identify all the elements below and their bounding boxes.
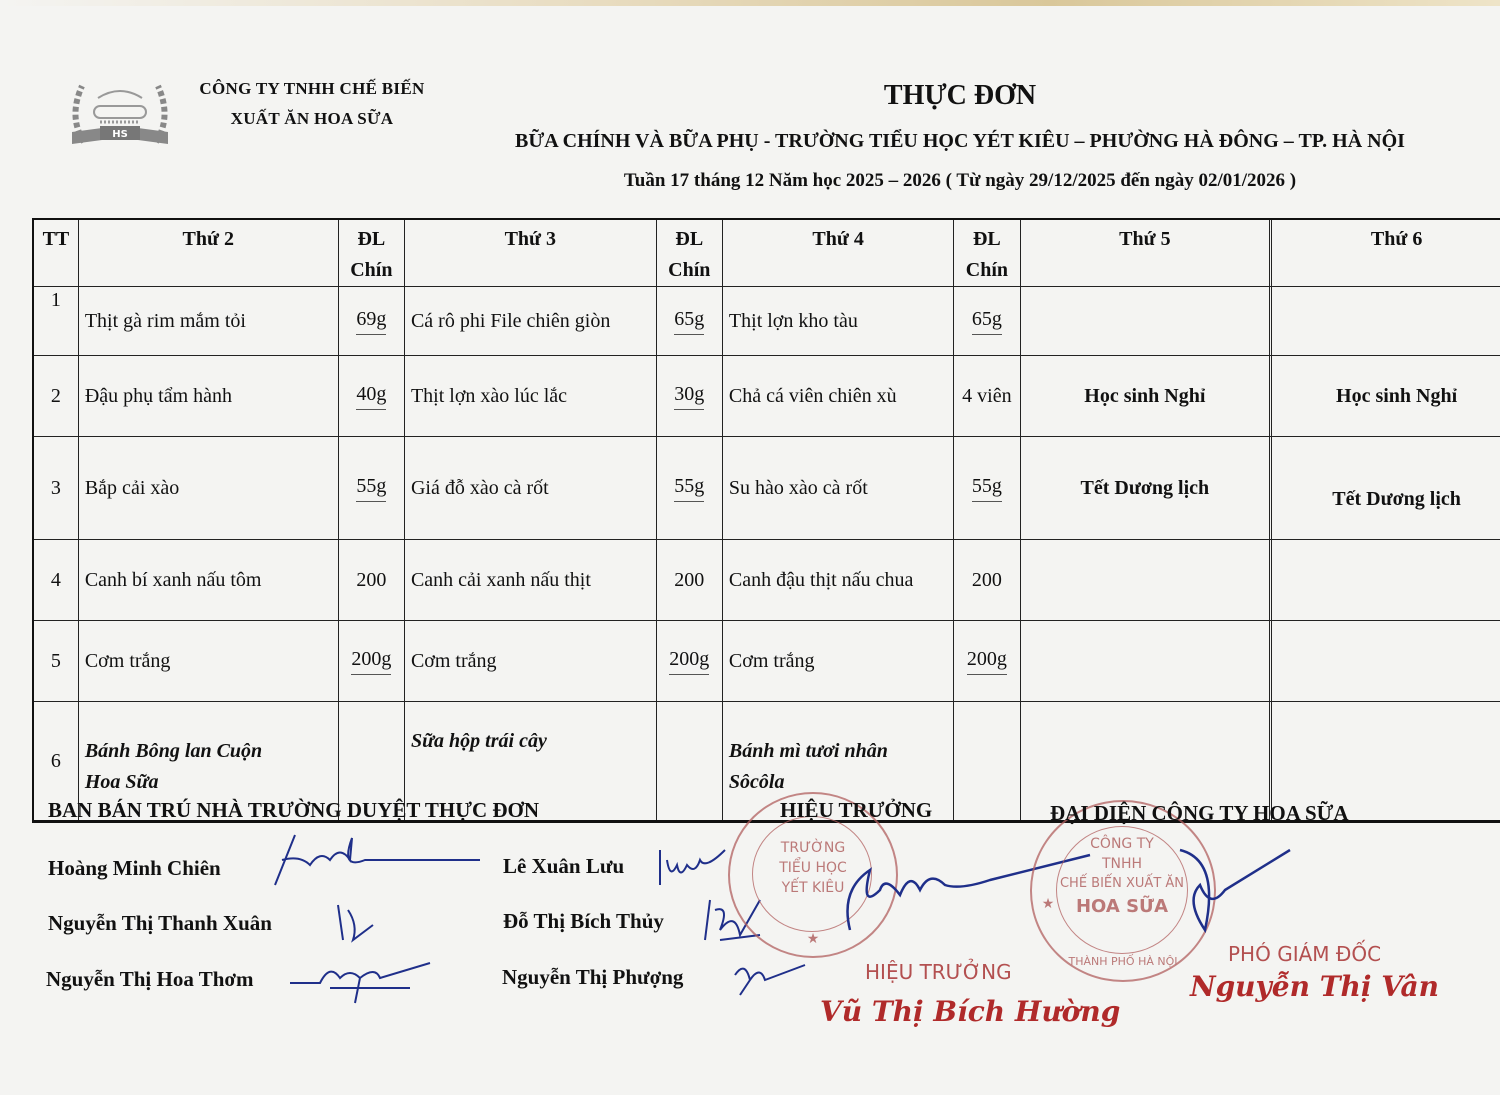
- star-icon: ★: [806, 931, 820, 947]
- signature-hoang-minh-chien: [270, 830, 490, 890]
- dish-thu4: Canh đậu thịt nấu chua: [722, 540, 953, 621]
- laurel-logo-icon: [64, 72, 176, 156]
- company-name-line2: XUẤT ĂN HOA SỮA: [230, 109, 394, 128]
- dish-thu3: Giá đỗ xào cà rốt: [404, 437, 656, 540]
- svg-text:HS: HS: [112, 129, 128, 140]
- company-name-line1: CÔNG TY TNHH CHẾ BIẾN: [199, 79, 425, 98]
- portion-thu3: [656, 437, 722, 540]
- company-name: [190, 74, 434, 134]
- snack-line: Bánh Bông lan Cuộn: [84, 740, 263, 762]
- cell-thu6: [1272, 287, 1500, 356]
- principal-stamp-role: HIỆU TRƯỞNG: [865, 960, 1012, 984]
- stamp-line: TNHH: [1101, 856, 1143, 872]
- page-title: THỰC ĐƠN: [883, 80, 1037, 111]
- member-name: Nguyễn Thị Phượng: [502, 965, 684, 989]
- snack-line: Bánh mì tươi nhân: [728, 740, 888, 762]
- dish-thu3: Cá rô phi File chiên giòn: [404, 287, 656, 356]
- cell-thu6: [1272, 621, 1500, 702]
- dish-thu4: Chả cá viên chiên xù: [722, 356, 953, 437]
- portion-thu3: [656, 702, 722, 822]
- portion-thu2: [338, 356, 404, 437]
- header-tt: TT: [33, 219, 78, 287]
- member-name: Nguyễn Thị Thanh Xuân: [48, 911, 272, 935]
- cell-thu5: Học sinh Nghỉ: [1020, 356, 1270, 437]
- member-name: Nguyễn Thị Hoa Thơm: [46, 967, 254, 991]
- dish-thu3: Canh cải xanh nấu thịt: [404, 540, 656, 621]
- table-row: [33, 437, 1500, 540]
- portion-thu3: [656, 356, 722, 437]
- header-dl-thu2: [338, 219, 404, 287]
- snack-line: Sôcôla: [728, 771, 785, 793]
- header-thu4: Thứ 4: [722, 219, 953, 287]
- cell-thu5: [1020, 621, 1270, 702]
- dish-thu2: Thịt gà rim mắm tỏi: [78, 287, 338, 356]
- stamp-line: CÔNG TY: [1090, 836, 1154, 852]
- portion-thu2: [338, 437, 404, 540]
- row-number: 1: [33, 287, 78, 356]
- signature-thi-phuong: [730, 955, 810, 1000]
- portion-thu4: [954, 437, 1020, 540]
- header-thu3: Thứ 3: [404, 219, 656, 287]
- dish-thu2: Canh bí xanh nấu tôm: [78, 540, 338, 621]
- portion-value: 40g: [356, 383, 386, 410]
- portion-thu4: 4 viên: [954, 356, 1020, 437]
- portion-thu2: 200: [338, 540, 404, 621]
- portion-thu4: [954, 702, 1020, 822]
- header-dl-sublabel: Chín: [965, 259, 1008, 281]
- company-stamp-ring-text: THÀNH PHỐ HÀ NỘI: [1068, 955, 1178, 968]
- cell-thu6: Học sinh Nghỉ: [1272, 356, 1500, 437]
- company-rep-title: ĐẠI DIỆN CÔNG TY HOA SỮA: [1050, 801, 1349, 825]
- portion-thu3: [656, 287, 722, 356]
- header-dl-sublabel: Chín: [350, 259, 393, 281]
- signature-thanh-xuan: [333, 900, 383, 945]
- header-dl-label: ĐL: [972, 228, 1001, 250]
- portion-thu4: 200: [954, 540, 1020, 621]
- portion-value: 200g: [351, 648, 391, 675]
- portion-value: 55g: [356, 475, 386, 502]
- week-range: Tuần 17 tháng 12 Năm học 2025 – 2026 ( Từ ngày 29/12/2025 đến ngày 02/01/2026 ): [623, 170, 1297, 191]
- header-dl-label: ĐL: [675, 228, 704, 250]
- signature-le-xuan-luu: [655, 845, 735, 890]
- dish-thu4: Thịt lợn kho tàu: [722, 287, 953, 356]
- dish-thu2: Đậu phụ tẩm hành: [78, 356, 338, 437]
- portion-value: 65g: [674, 308, 704, 335]
- stamp-line: TRƯỜNG: [780, 840, 846, 856]
- portion-value: 69g: [356, 308, 386, 335]
- snack-line: Hoa Sữa: [84, 771, 159, 793]
- portion-thu2: [338, 621, 404, 702]
- company-rep-name: Nguyễn Thị Vân: [1190, 970, 1439, 1003]
- star-icon: ★: [1041, 896, 1055, 912]
- portion-value: 30g: [674, 383, 704, 410]
- portion-thu3: [656, 621, 722, 702]
- member-name: Lê Xuân Lưu: [503, 854, 625, 878]
- portion-value: 65g: [972, 308, 1002, 335]
- header-dl-sublabel: Chín: [668, 259, 711, 281]
- member-name: Hoàng Minh Chiên: [48, 856, 221, 880]
- cell-thu6: [1272, 540, 1500, 621]
- dish-thu4: Cơm trắng: [722, 621, 953, 702]
- dish-thu2: Bắp cải xào: [78, 437, 338, 540]
- portion-thu4: [954, 621, 1020, 702]
- header-thu6: Thứ 6: [1272, 219, 1500, 287]
- portion-value: 55g: [972, 475, 1002, 502]
- member-name: Đỗ Thị Bích Thủy: [503, 909, 664, 933]
- row-number: 2: [33, 356, 78, 437]
- company-rep-role: PHÓ GIÁM ĐỐC: [1228, 942, 1382, 966]
- stamp-line: YẾT KIÊU: [781, 880, 845, 896]
- stamp-line: TIỂU HỌC: [779, 860, 847, 876]
- table-row: [33, 540, 1500, 621]
- cell-thu5: Tết Dương lịch: [1020, 437, 1270, 540]
- paper-top-edge: [0, 0, 1500, 6]
- cell-thu6: Tết Dương lịch: [1272, 437, 1500, 540]
- stamp-line: CHẾ BIẾN XUẤT ĂN: [1059, 876, 1185, 891]
- header-dl-thu4: [954, 219, 1020, 287]
- row-number: 5: [33, 621, 78, 702]
- header-dl-thu3: [656, 219, 722, 287]
- signature-company-rep: [1150, 840, 1310, 940]
- portion-value: 200g: [967, 648, 1007, 675]
- menu-table: [32, 218, 1500, 823]
- portion-thu2: [338, 287, 404, 356]
- table-row: [33, 287, 1500, 356]
- company-logo: [64, 72, 176, 156]
- dish-thu3: Cơm trắng: [404, 621, 656, 702]
- signature-hoa-thom: [290, 958, 440, 1008]
- dish-thu3: Thịt lợn xào lúc lắc: [404, 356, 656, 437]
- table-row: [33, 621, 1500, 702]
- table-row: [33, 356, 1500, 437]
- header-dl-label: ĐL: [357, 228, 386, 250]
- principal-name: Vũ Thị Bích Hường: [820, 995, 1121, 1028]
- dish-thu4: Su hào xào cà rốt: [722, 437, 953, 540]
- cell-thu5: [1020, 540, 1270, 621]
- portion-thu4: [954, 287, 1020, 356]
- table-header-row: [33, 219, 1500, 287]
- dish-thu2: Cơm trắng: [78, 621, 338, 702]
- board-approval-title: BAN BÁN TRÚ NHÀ TRƯỜNG DUYỆT THỰC ĐƠN: [48, 798, 540, 822]
- portion-value: 200g: [669, 648, 709, 675]
- portion-value: 55g: [674, 475, 704, 502]
- principal-title: HIỆU TRƯỞNG: [780, 798, 933, 822]
- snack-thu3: Sữa hộp trái cây: [404, 702, 656, 822]
- portion-thu3: 200: [656, 540, 722, 621]
- cell-thu5: [1020, 287, 1270, 356]
- row-number: 3: [33, 437, 78, 540]
- menu-subtitle: BỮA CHÍNH VÀ BỮA PHỤ - TRƯỜNG TIỂU HỌC YÉT KIÊU – PHƯỜNG HÀ ĐÔNG – TP. HÀ NỘI: [515, 130, 1405, 152]
- row-number: 4: [33, 540, 78, 621]
- row-number: 6: [33, 702, 78, 822]
- header-thu5: Thứ 5: [1020, 219, 1270, 287]
- header-thu2: Thứ 2: [78, 219, 338, 287]
- stamp-line: HOA SỮA: [1075, 896, 1168, 917]
